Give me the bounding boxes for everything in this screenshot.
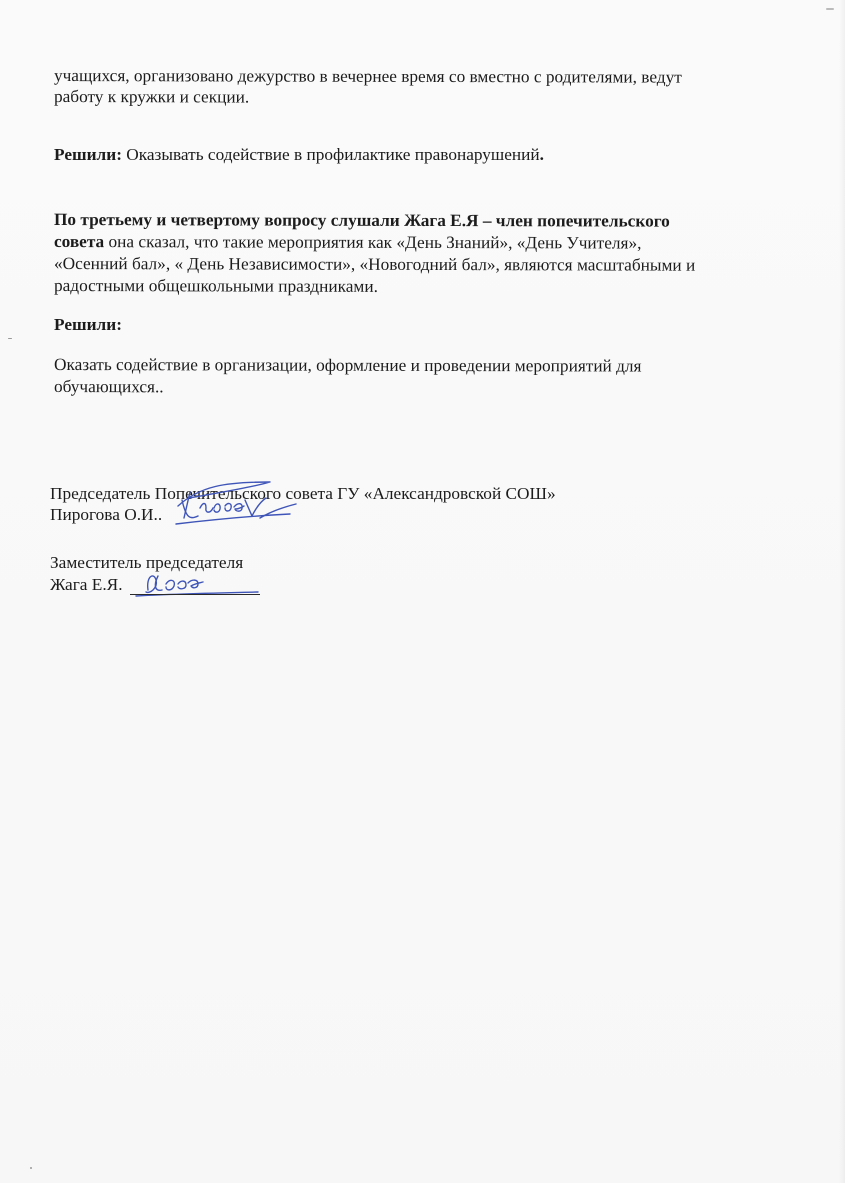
deputy-name: Жага Е.Я. xyxy=(50,575,123,594)
item-text: она сказал, что такие мероприятия как «День Знаний», «День Учителя», xyxy=(104,232,642,253)
decision-end: . xyxy=(539,145,544,164)
decision-1 xyxy=(54,145,544,165)
item-line: радостными общешкольными праздниками. xyxy=(53,276,378,296)
decision-text: Оказывать содействие в профилактике правонарушений xyxy=(121,145,540,164)
item-heading-bold: По третьему и четвертому вопросу слушали Жага Е.Я – член попечительского xyxy=(53,210,670,231)
item-line: «Осенний бал», « День Независимости», «Новогодний бал», являются масштабными и xyxy=(53,254,696,275)
scan-speck xyxy=(826,8,834,10)
deputy-signature xyxy=(128,566,268,600)
item-bold-word: совета xyxy=(53,232,105,252)
item-heading xyxy=(54,210,670,232)
decision-label: Решили: xyxy=(54,145,122,164)
paragraph-line: учащихся, организовано дежурство в вечернее время со вместно с родителями, ведут xyxy=(53,66,682,87)
chair-signature xyxy=(170,478,300,528)
decision-2-line: обучающихся.. xyxy=(53,377,164,397)
chair-title: Председатель Попечительского совета ГУ «Александровской СОШ» xyxy=(50,484,556,503)
decision-2-label xyxy=(54,315,122,335)
chair-name: Пирогова О.И.. xyxy=(50,505,163,524)
decision-label: Решили: xyxy=(54,315,122,334)
decision-2-line: Оказать содействие в организации, оформление и проведении мероприятий для xyxy=(53,355,642,376)
paragraph-line: работу к кружки и секции. xyxy=(53,87,250,107)
item-line xyxy=(54,232,642,254)
scan-speck xyxy=(8,338,12,339)
deputy-title: Заместитель председателя xyxy=(50,553,244,572)
scan-edge xyxy=(839,0,845,1183)
scan-speck xyxy=(30,1167,32,1169)
